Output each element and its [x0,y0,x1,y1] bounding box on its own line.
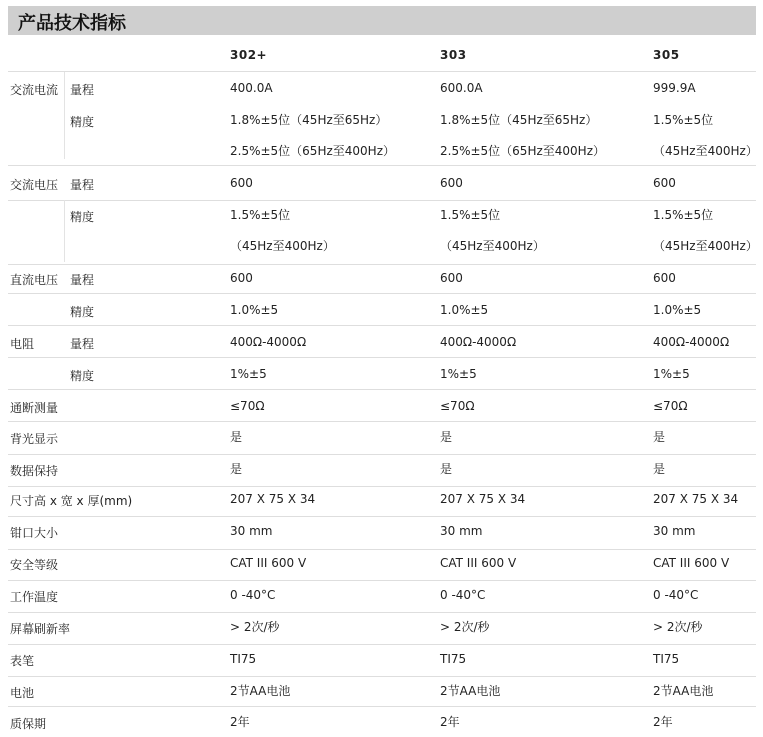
spec-value-cell: 1.8%±5位（45Hz至65Hz） [440,113,598,127]
row-divider [8,71,756,72]
column-header: 303 [440,48,467,62]
column-header: 302+ [230,48,268,62]
row-divider [8,454,756,455]
spec-value-cell: TI75 [440,652,467,666]
spec-value-cell: 207 X 75 X 34 [230,492,316,506]
row-category-label: 通断测量 [10,401,59,415]
spec-value-cell: 是 [653,430,666,444]
spec-value-cell: ≤70Ω [230,399,265,413]
spec-value-cell: 400Ω-4000Ω [440,335,517,349]
spec-value-cell: 600.0A [440,81,483,95]
spec-value-cell: 2年 [440,715,460,729]
spec-value-cell: 2年 [653,715,673,729]
row-category-label: 直流电压 [10,273,59,287]
row-divider [8,706,756,707]
spec-value-cell: 1.5%±5位 [440,208,501,222]
row-sub-label: 量程 [70,337,95,351]
row-category-label: 尺寸高 x 宽 x 厚(mm) [10,494,133,508]
spec-value-cell: 1%±5 [230,367,267,381]
spec-value-cell: 0 -40°C [653,588,699,602]
row-category-label: 交流电压 [10,178,59,192]
row-category-label: 安全等级 [10,558,59,572]
row-category-label: 电池 [10,686,35,700]
row-divider [8,325,756,326]
spec-value-cell: 是 [440,430,453,444]
row-divider [8,644,756,645]
spec-value-cell: 2节AA电池 [230,684,291,698]
row-sub-label: 量程 [70,273,95,287]
spec-value-cell: 1.0%±5 [653,303,702,317]
spec-value-cell: CAT III 600 V [440,556,517,570]
spec-value-cell: 是 [653,462,666,476]
spec-value-cell: TI75 [653,652,680,666]
spec-value-cell: > 2次/秒 [230,620,280,634]
spec-value-cell: > 2次/秒 [440,620,490,634]
spec-value-cell: CAT III 600 V [653,556,730,570]
spec-value-cell: （45Hz至400Hz） [653,239,758,253]
spec-value-cell: 30 mm [653,524,696,538]
row-category-label: 电阻 [10,337,35,351]
row-divider [8,676,756,677]
spec-value-cell: 2节AA电池 [653,684,714,698]
row-sub-label: 精度 [70,210,95,224]
sub-column-divider [64,200,65,262]
row-category-label: 背光显示 [10,432,59,446]
spec-value-cell: 999.9A [653,81,696,95]
row-category-label: 表笔 [10,654,35,668]
spec-value-cell: 1.0%±5 [230,303,279,317]
spec-value-cell: 1%±5 [653,367,690,381]
spec-value-cell: 400Ω-4000Ω [653,335,730,349]
spec-value-cell: （45Hz至400Hz） [230,239,335,253]
row-category-label: 工作温度 [10,590,59,604]
spec-value-cell: 400.0A [230,81,273,95]
row-divider [8,580,756,581]
row-divider [8,516,756,517]
spec-value-cell: 1.5%±5位 [230,208,291,222]
spec-value-cell: 2节AA电池 [440,684,501,698]
row-divider [8,389,756,390]
spec-value-cell: 600 [230,271,253,285]
row-divider [8,549,756,550]
row-sub-label: 精度 [70,115,95,129]
row-divider [8,264,756,265]
spec-value-cell: 1%±5 [440,367,477,381]
spec-value-cell: 2.5%±5位（65Hz至400Hz） [440,144,605,158]
spec-value-cell: 30 mm [440,524,483,538]
spec-value-cell: > 2次/秒 [653,620,703,634]
row-divider [8,357,756,358]
row-sub-label: 精度 [70,369,95,383]
spec-value-cell: 600 [440,271,463,285]
spec-value-cell: CAT III 600 V [230,556,307,570]
spec-value-cell: 1.8%±5位（45Hz至65Hz） [230,113,388,127]
spec-value-cell: 是 [440,462,453,476]
spec-value-cell: 1.5%±5位 [653,208,714,222]
row-sub-label: 量程 [70,178,95,192]
spec-value-cell: 是 [230,462,243,476]
spec-value-cell: ≤70Ω [440,399,475,413]
spec-value-cell: 2年 [230,715,250,729]
spec-value-cell: 0 -40°C [230,588,276,602]
spec-value-cell: ≤70Ω [653,399,688,413]
spec-value-cell: 207 X 75 X 34 [653,492,739,506]
row-divider [8,293,756,294]
spec-value-cell: 1.5%±5位 [653,113,714,127]
spec-value-cell: 207 X 75 X 34 [440,492,526,506]
spec-value-cell: TI75 [230,652,257,666]
spec-value-cell: 1.0%±5 [440,303,489,317]
spec-value-cell: 600 [440,176,463,190]
row-category-label: 交流电流 [10,83,59,97]
spec-value-cell: 是 [230,430,243,444]
row-category-label: 钳口大小 [10,526,59,540]
row-sub-label: 精度 [70,305,95,319]
row-divider [8,612,756,613]
spec-value-cell: 600 [230,176,253,190]
spec-value-cell: 600 [653,176,676,190]
row-category-label: 质保期 [10,717,47,731]
sub-column-divider [64,72,65,159]
spec-value-cell: （45Hz至400Hz） [440,239,545,253]
spec-value-cell: （45Hz至400Hz） [653,144,758,158]
title-bar [8,6,756,35]
row-divider [8,165,756,166]
row-divider [8,486,756,487]
spec-value-cell: 400Ω-4000Ω [230,335,307,349]
spec-value-cell: 0 -40°C [440,588,486,602]
page-title: 产品技术指标 [18,13,126,34]
spec-value-cell: 2.5%±5位（65Hz至400Hz） [230,144,395,158]
spec-value-cell: 600 [653,271,676,285]
row-category-label: 屏幕刷新率 [10,622,71,636]
row-divider [8,200,756,201]
row-sub-label: 量程 [70,83,95,97]
row-divider [8,421,756,422]
column-header: 305 [653,48,680,62]
spec-value-cell: 30 mm [230,524,273,538]
row-category-label: 数据保持 [10,464,59,478]
